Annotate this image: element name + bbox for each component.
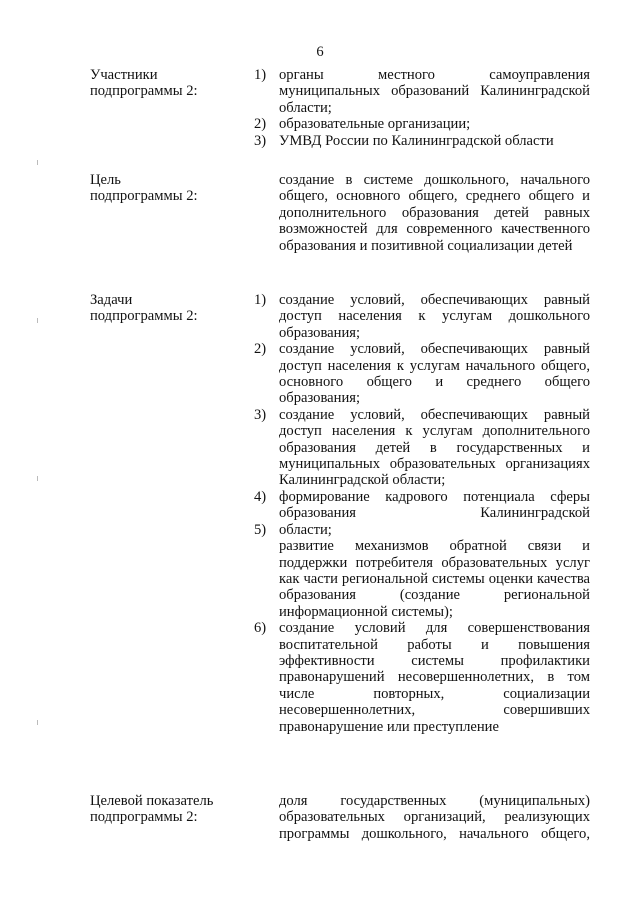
goal-text: создание в системе дошкольного, начального общего, основного общего, среднего общего и дополнительного образования детей равных возможностей для современного качественного образования и позитивной социализации детей — [279, 172, 590, 254]
participants-label: Участники подпрограммы 2: — [90, 67, 198, 100]
list-item: 2) создание условий, обеспечивающих равный доступ населения к услугам начального общего, основного общего и среднего общего образования; — [254, 341, 590, 407]
tasks-label: Задачи подпрограммы 2: — [90, 292, 198, 325]
participants-list — [254, 67, 590, 149]
goal-label: Цель подпрограммы 2: — [90, 172, 198, 205]
list-item: развитие механизмов обратной связи и поддержки потребителя образовательных услуг как части региональной системы оценки качества образования (создание региональной информационной системы); — [279, 538, 590, 620]
list-item: 3) создание условий, обеспечивающих равный доступ населения к услугам дополнительного образования детей в государственных и муниципальных образовательных организациях Калининградской области; — [254, 406, 590, 489]
list-item: 4) формирование кадрового потенциала сферы образования Калининградской — [254, 488, 590, 522]
list-item: 2) образовательные организации; — [254, 116, 471, 133]
margin-mark — [37, 160, 38, 165]
list-item: 1) создание условий, обеспечивающих равный доступ населения к услугам дошкольного образования; — [254, 292, 590, 341]
list-item: 6) создание условий для совершенствования воспитательной работы и повышения эффективности системы профилактики правонарушений несовершеннолетних, в том числе повторных, социализации несовершеннолетних, совершивших правонарушение или преступление — [254, 620, 590, 735]
margin-mark — [37, 318, 38, 323]
list-item: 1) органы местного самоуправления муниципальных образований Калининградской области; — [254, 67, 590, 116]
list-item: 5) области; — [254, 521, 332, 538]
margin-mark — [37, 476, 38, 481]
target-text: доля государственных (муниципальных) образовательных организаций, реализующих программы дошкольного, начального общего, — [279, 793, 590, 842]
margin-mark — [37, 720, 38, 725]
target-label: Целевой показатель подпрограммы 2: — [90, 793, 214, 826]
tasks-list — [254, 292, 590, 735]
list-item: 3) УМВД России по Калининградской области — [254, 132, 554, 149]
page-number: 6 — [316, 44, 324, 60]
